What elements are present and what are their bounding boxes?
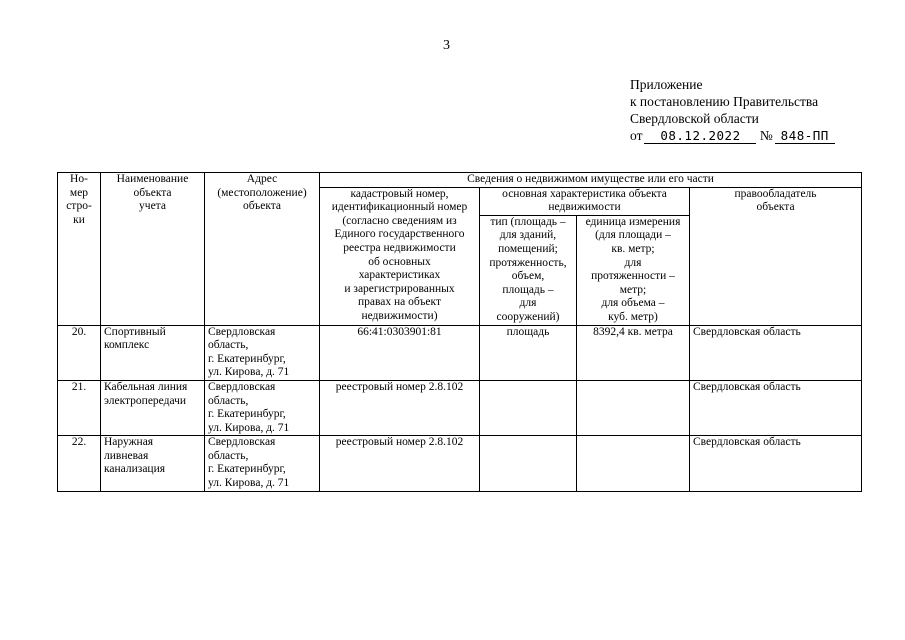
table-row [58, 436, 862, 491]
characteristic-type [480, 380, 577, 435]
header-object-name: Наименование объекта учета [101, 173, 205, 326]
header-row-number: Но- мер стро- ки [58, 173, 101, 326]
cadastral-number: 66:41:0303901:81 [320, 325, 480, 380]
owner: Свердловская область [690, 436, 862, 491]
object-name: Кабельная линия электропередачи [101, 380, 205, 435]
object-address: Свердловская область, г. Екатеринбург, ул. Кирова, д. 71 [205, 380, 320, 435]
object-name: Спортивный комплекс [101, 325, 205, 380]
object-address: Свердловская область, г. Екатеринбург, ул. Кирова, д. 71 [205, 325, 320, 380]
characteristic-type [480, 436, 577, 491]
object-name: Наружная ливневая канализация [101, 436, 205, 491]
table-row [58, 380, 862, 435]
object-address: Свердловская область, г. Екатеринбург, ул. Кирова, д. 71 [205, 436, 320, 491]
property-table [57, 172, 862, 492]
measurement-unit: 8392,4 кв. метра [577, 325, 690, 380]
page-number: 3 [443, 38, 450, 53]
header-cadastral: кадастровый номер, идентификационный номер (согласно сведениям из Единого государственного реестра недвижимости об основных характеристиках и зарегистрированных правах на объект недвижимости) [320, 187, 480, 325]
appendix-title: Приложение [630, 77, 703, 92]
row-number: 22. [58, 436, 101, 491]
appendix-block [630, 76, 835, 144]
owner: Свердловская область [690, 380, 862, 435]
decree-date-line [630, 127, 835, 144]
appendix-line-2: к постановлению Правительства [630, 94, 819, 109]
cadastral-number: реестровый номер 2.8.102 [320, 380, 480, 435]
cadastral-number: реестровый номер 2.8.102 [320, 436, 480, 491]
from-label: от [630, 128, 643, 143]
measurement-unit [577, 380, 690, 435]
row-number: 21. [58, 380, 101, 435]
header-main-characteristic: основная характеристика объекта недвижимости [480, 187, 690, 215]
measurement-unit [577, 436, 690, 491]
number-label: № [759, 128, 773, 143]
header-type: тип (площадь – для зданий, помещений; протяженность, объем, площадь – для сооружений) [480, 215, 577, 325]
decree-number: 848-ПП [775, 129, 835, 144]
owner: Свердловская область [690, 325, 862, 380]
decree-date: 08.12.2022 [644, 129, 756, 144]
table-row [58, 325, 862, 380]
header-owner: правообладатель объекта [690, 187, 862, 325]
header-property-info: Сведения о недвижимом имуществе или его части [320, 173, 862, 188]
row-number: 20. [58, 325, 101, 380]
appendix-line-3: Свердловской области [630, 111, 759, 126]
header-address: Адрес (местоположение) объекта [205, 173, 320, 326]
characteristic-type: площадь [480, 325, 577, 380]
header-unit: единица измерения (для площади – кв. метр; для протяженности – метр; для объема – куб. метр) [577, 215, 690, 325]
